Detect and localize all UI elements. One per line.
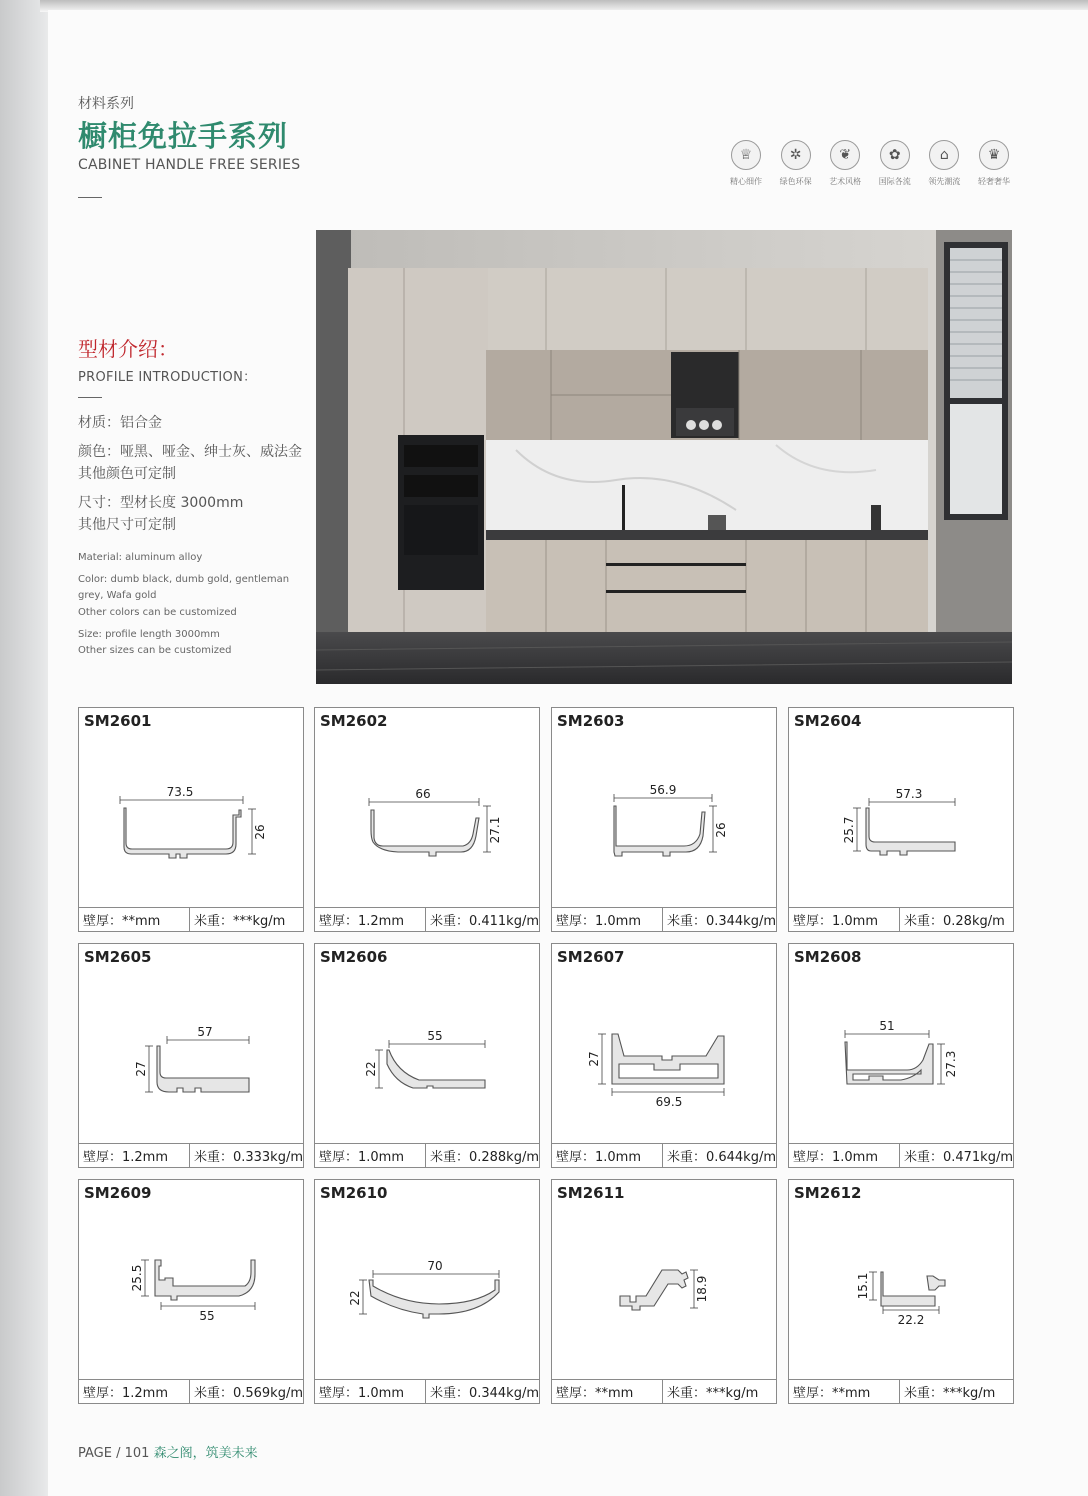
wall-thickness: 壁厚：1.0mm [315, 1144, 426, 1167]
dimension-label: 27 [587, 1051, 601, 1067]
feature-item [871, 140, 919, 187]
arch-icon: ⌂ [929, 140, 959, 170]
dimension-label: 22 [364, 1061, 378, 1077]
spec-row [79, 907, 303, 931]
size-cn: 尺寸：型材长度 3000mm [78, 495, 244, 511]
page-number: PAGE / 101 [78, 1446, 150, 1461]
profile-drawing [552, 974, 776, 1144]
feature-label: 轻奢奢华 [977, 177, 1010, 186]
crown-icon: ♛ [979, 140, 1009, 170]
dimension-label: 27 [134, 1061, 148, 1077]
wall-thickness: 壁厚：1.0mm [789, 1144, 900, 1167]
dimension-label: 22.2 [897, 1313, 925, 1327]
profile-drawing [552, 1210, 776, 1380]
feature-icons [722, 140, 1018, 187]
wall-thickness: 壁厚：1.2mm [79, 1144, 190, 1167]
material-cn: 材质：铝合金 [78, 415, 162, 431]
profile-drawing [789, 738, 1013, 908]
product-card-sm2606 [314, 943, 540, 1168]
dimension-label: 55 [427, 1029, 443, 1043]
size-en-note: Other sizes can be customized [78, 645, 232, 656]
profile-drawing [552, 738, 776, 908]
dimension-label: 51 [879, 1019, 895, 1033]
spec-row [552, 1143, 776, 1167]
product-code: SM2605 [84, 948, 152, 966]
product-card-sm2612 [788, 1179, 1014, 1404]
dimension-label: 18.9 [695, 1275, 709, 1303]
meter-weight: 米重：0.569kg/m [193, 1386, 303, 1401]
dimension-label: 56.9 [649, 783, 677, 797]
dimension-label: 57 [197, 1025, 213, 1039]
wall-thickness: 壁厚：1.0mm [315, 1380, 426, 1403]
tree-icon: ✲ [781, 140, 811, 170]
profile-drawing [789, 1210, 1013, 1380]
product-card-sm2608 [788, 943, 1014, 1168]
intro-title: 型材介绍： [78, 337, 178, 361]
spec-row [552, 907, 776, 931]
wall-thickness: 壁厚：**mm [79, 908, 190, 931]
dimension-label: 55 [199, 1309, 215, 1323]
meter-weight: 米重：***kg/m [667, 1386, 759, 1401]
product-code: SM2603 [557, 712, 625, 730]
color-en-note: Other colors can be customized [78, 607, 237, 618]
spec-row [315, 907, 539, 931]
wall-thickness: 壁厚：1.0mm [552, 1144, 663, 1167]
product-card-sm2603 [551, 707, 777, 932]
feature-item [722, 140, 770, 187]
wall-thickness: 壁厚：1.2mm [79, 1380, 190, 1403]
size-en: Size: profile length 3000mm [78, 629, 220, 640]
meter-weight: 米重：0.471kg/m [903, 1150, 1013, 1165]
dimension-label: 22 [348, 1290, 362, 1306]
wall-thickness: 壁厚：1.2mm [315, 908, 426, 931]
wall-thickness: 壁厚：1.0mm [789, 908, 900, 931]
product-code: SM2612 [794, 1184, 862, 1202]
wall-thickness: 壁厚：**mm [552, 1380, 663, 1403]
product-code: SM2607 [557, 948, 625, 966]
meter-weight: 米重：***kg/m [904, 1386, 996, 1401]
dimension-label: 26 [253, 824, 267, 840]
feature-item [821, 140, 869, 187]
intro-title-en: PROFILE INTRODUCTION： [78, 370, 257, 385]
product-code: SM2602 [320, 712, 388, 730]
meter-weight: 米重：0.28kg/m [904, 914, 1005, 929]
color-en: Color: dumb black, dumb gold, gentleman [78, 574, 290, 585]
meter-weight: 米重：0.344kg/m [429, 1386, 539, 1401]
product-code: SM2601 [84, 712, 152, 730]
meter-weight: 米重：0.411kg/m [429, 914, 539, 929]
divider [78, 397, 102, 398]
leaf-icon: ❦ [830, 140, 860, 170]
brand-slogan: 森之阁，筑美未来 [153, 1446, 258, 1461]
spec-row [789, 1143, 1013, 1167]
feature-label: 绿色环保 [779, 177, 812, 186]
meter-weight: 米重：0.344kg/m [666, 914, 776, 929]
page-footer [78, 1442, 258, 1461]
spec-row [79, 1143, 303, 1167]
product-card-sm2602 [314, 707, 540, 932]
spec-row [552, 1379, 776, 1403]
color-cn-note: 其他颜色可定制 [78, 466, 176, 482]
dimension-label: 15.1 [856, 1272, 870, 1300]
feature-label: 国际各流 [878, 177, 911, 186]
product-card-sm2605 [78, 943, 304, 1168]
product-code: SM2604 [794, 712, 862, 730]
product-card-sm2604 [788, 707, 1014, 932]
profile-drawing [79, 738, 303, 908]
dimension-label: 70 [427, 1259, 443, 1273]
wall-thickness: 壁厚：**mm [789, 1380, 900, 1403]
dimension-label: 57.3 [895, 787, 923, 801]
page-title: 橱柜免拉手系列 [78, 119, 289, 153]
dimension-label: 25.7 [842, 816, 856, 844]
kitchen-photo [316, 230, 1012, 684]
spec-row [315, 1143, 539, 1167]
product-code: SM2606 [320, 948, 388, 966]
spec-row [789, 907, 1013, 931]
series-category: 材料系列 [78, 96, 134, 112]
feature-label: 艺术风格 [829, 177, 862, 186]
color-en-cont: grey, Wafa gold [78, 590, 157, 601]
dimension-label: 69.5 [655, 1095, 683, 1109]
trophy-icon: ♕ [731, 140, 761, 170]
flower-icon: ✿ [880, 140, 910, 170]
dimension-label: 26 [714, 822, 728, 838]
dimension-label: 73.5 [166, 785, 194, 799]
spec-row [79, 1379, 303, 1403]
wall-thickness: 壁厚：1.0mm [552, 908, 663, 931]
profile-drawing [79, 1210, 303, 1380]
product-card-sm2607 [551, 943, 777, 1168]
product-card-sm2611 [551, 1179, 777, 1404]
product-code: SM2611 [557, 1184, 625, 1202]
product-code: SM2609 [84, 1184, 152, 1202]
product-card-sm2609 [78, 1179, 304, 1404]
product-code: SM2610 [320, 1184, 388, 1202]
meter-weight: 米重：0.644kg/m [666, 1150, 776, 1165]
product-card-sm2601 [78, 707, 304, 932]
page-subtitle-en: CABINET HANDLE FREE SERIES [78, 157, 301, 173]
feature-label: 精心细作 [730, 177, 762, 186]
dimension-label: 25.5 [130, 1264, 144, 1292]
profile-drawing [315, 1210, 539, 1380]
product-card-sm2610 [314, 1179, 540, 1404]
profile-drawing [315, 738, 539, 908]
feature-item [772, 140, 820, 187]
feature-label: 领先潮流 [928, 177, 961, 186]
spec-row [789, 1379, 1013, 1403]
size-cn-note: 其他尺寸可定制 [78, 517, 176, 533]
profile-drawing [79, 974, 303, 1144]
feature-item [920, 140, 968, 187]
feature-item [970, 140, 1018, 187]
product-code: SM2608 [794, 948, 862, 966]
dimension-label: 27.3 [944, 1050, 958, 1078]
divider [78, 197, 102, 198]
meter-weight: 米重：***kg/m [194, 914, 286, 929]
profile-drawing [315, 974, 539, 1144]
profile-drawing [789, 974, 1013, 1144]
dimension-label: 66 [415, 787, 431, 801]
dimension-label: 27.1 [488, 816, 502, 844]
color-cn: 颜色：哑黑、哑金、绅士灰、威法金 [78, 444, 302, 460]
meter-weight: 米重：0.333kg/m [193, 1150, 303, 1165]
spec-row [315, 1379, 539, 1403]
material-en: Material: aluminum alloy [78, 552, 203, 563]
meter-weight: 米重：0.288kg/m [429, 1150, 539, 1165]
